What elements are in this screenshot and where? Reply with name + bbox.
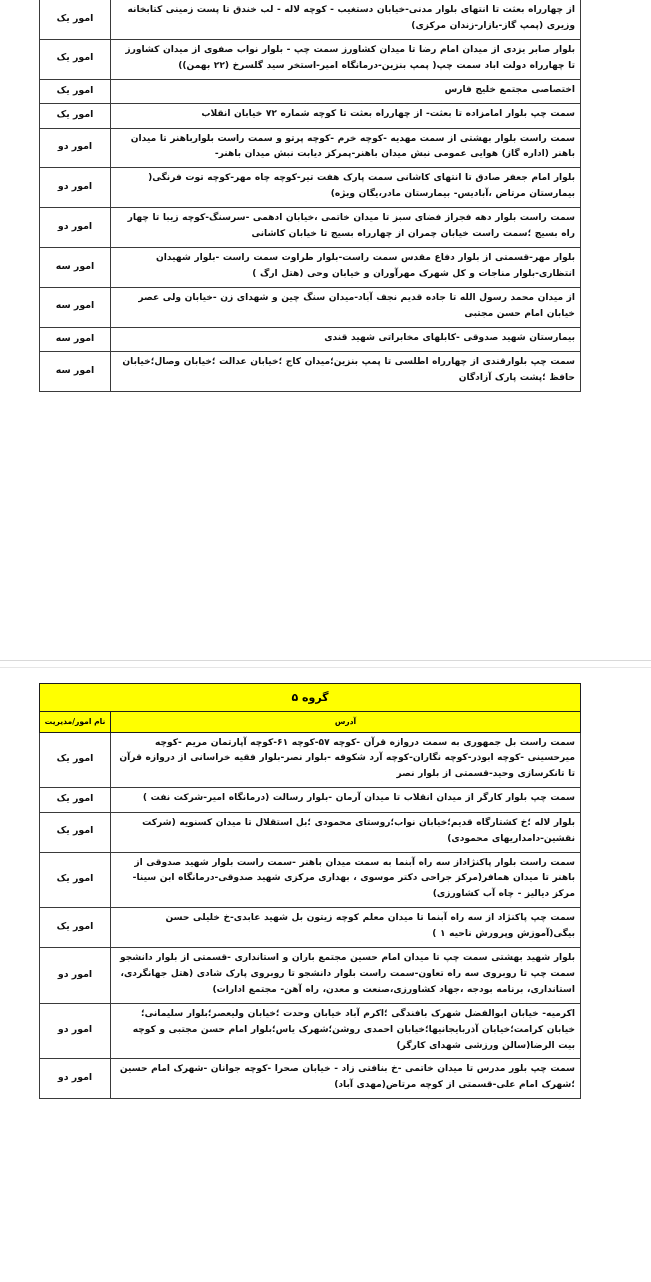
page-two-table-body [40, 684, 581, 1099]
table-row [40, 948, 581, 1004]
address-cell: بلوار لاله ؛خ کشتارگاه قدیم؛خیابان نواب؛روستای محمودی ؛بل استقلال تا میدان کسنویه (شرکت نقشین-دامداریهای محمودی) [111, 812, 581, 852]
column-header-unit: نام امور/مدیریت [40, 712, 111, 732]
table-row [40, 247, 581, 287]
address-cell: سمت راست بلوار دهه فجراز فضای سبز تا میدان خاتمی ،خیابان ادهمی -سرسنگ-کوچه زیبا تا چهار راه بسیج ؛سمت راست خیابان چمران از چهارراه بسیج تا خیابان کاشانی [111, 208, 581, 248]
page-separator [0, 660, 651, 668]
table-row [40, 1003, 581, 1059]
document-page-two [0, 668, 651, 1282]
table-row [40, 732, 581, 788]
unit-cell: امور یک [40, 788, 111, 812]
table-row [40, 327, 581, 351]
unit-cell: امور دو [40, 948, 111, 1004]
address-cell: از میدان محمد رسول الله تا جاده قدیم نجف آباد-میدان سنگ چین و شهدای زن -خیابان ولی عصر خیابان امام حسن مجتبی [111, 287, 581, 327]
table-row [40, 852, 581, 908]
table-row [40, 208, 581, 248]
table-row [40, 788, 581, 812]
address-cell: بلوار صابر یزدی از میدان امام رضا تا میدان کشاورز سمت چپ - بلوار نواب صفوی از میدان کشاورز تا چهارراه دولت اباد سمت چپ( پمپ بنزین-درمانگاه امیر-استخر سید گلسرخ (۲۲ بهمن)) [111, 39, 581, 79]
unit-cell: امور دو [40, 1003, 111, 1059]
table-row [40, 287, 581, 327]
address-cell: سمت راست بلوار بهشتی از سمت مهدیه -کوچه خرم -کوچه پرتو و سمت راست بلوارباهنر تا میدان باهنر (اداره گاز) هوایی عمومی نبش میدان باهنر-پمرکز دیابت نبش میدان باهنر- [111, 128, 581, 168]
address-cell: سمت راست بلوار پاکنژاداز سه راه آبنما به سمت میدان باهنر -سمت راست بلوار شهید صدوقی از باهنر تا میدان همافر(مرکز جراحی دکتر موسوی ، بهداری مرکزی شهید صدوقی-درمانگاه ابن سینا-مرکز دیالیز - چاه آب کشاورزی) [111, 852, 581, 908]
unit-cell: امور یک [40, 812, 111, 852]
unit-cell: امور دو [40, 128, 111, 168]
column-header-address: آدرس [111, 712, 581, 732]
unit-cell: امور یک [40, 104, 111, 128]
unit-cell: امور سه [40, 327, 111, 351]
address-cell: سمت چپ بلوار امامزاده تا بعثت- از چهارراه بعثت تا کوچه شماره ۷۲ خیابان انقلاب [111, 104, 581, 128]
address-cell: از چهارراه بعثت تا انتهای بلوار مدنی-خیابان دستغیب - کوچه لاله - لب خندق تا پست زمینی کتابخانه وزیری (پمپ گاز-بازار-زندان مرکزی) [111, 0, 581, 39]
table-row [40, 0, 581, 39]
table-row [40, 1059, 581, 1099]
address-table-page-one [39, 0, 581, 392]
table-row [40, 908, 581, 948]
table-row [40, 168, 581, 208]
group-title: گروه ۵ [40, 684, 581, 712]
unit-cell: امور سه [40, 287, 111, 327]
page-one-table-wrapper [40, 0, 581, 392]
group-title-row [40, 684, 581, 712]
unit-cell: امور سه [40, 352, 111, 392]
table-row [40, 128, 581, 168]
page-two-table-wrapper [40, 683, 581, 1099]
address-cell: اختصاصی مجتمع خلیج فارس [111, 79, 581, 103]
table-row [40, 104, 581, 128]
table-row [40, 39, 581, 79]
unit-cell: امور یک [40, 732, 111, 788]
address-cell: اکرمیه- خیابان ابوالفضل شهرک بافندگی ؛اکرم آباد خیابان وحدت ؛خیابان ولیعصر؛بلوار سلیمانی؛ خیابان کرامت؛خیابان آذربایجانیها؛خیابان احمدی روشن؛شهرک یاس؛بلوار امام حسن مجتبی و کوچه بیت الرضا(سالن ورزشی شهدای کارگر) [111, 1003, 581, 1059]
address-cell: بلوار شهید بهشتی سمت چپ تا میدان امام حسین مجتمع باران و استانداری -قسمتی از بلوار دانشجو سمت چپ تا روبروی سه راه تعاون-سمت راست بلوار دانشجو تا روبروی پارک شادی (هتل جهانگردی، استانداری، برنامه بودجه ،جهاد کشاورزی،صنعت و معدن، راه آهن- مجتمع ادارات) [111, 948, 581, 1004]
unit-cell: امور یک [40, 79, 111, 103]
unit-cell: امور یک [40, 0, 111, 39]
address-cell: بلوار امام جعفر صادق تا انتهای کاشانی سمت پارک هفت تیر-کوچه چاه مهر-کوچه توت فرنگی( بیمارستان مرتاض ،آبادیس- بیمارستان مادر،یگان ویژه) [111, 168, 581, 208]
unit-cell: امور سه [40, 247, 111, 287]
unit-cell: امور دو [40, 1059, 111, 1099]
address-table-page-two [39, 683, 581, 1099]
address-cell: بیمارستان شهید صدوقی -کابلهای مخابراتی شهید قندی [111, 327, 581, 351]
address-cell: بلوار مهر-قسمتی از بلوار دفاع مقدس سمت راست-بلوار طراوت سمت راست -بلوار شهیدان انتظاری-بلوار مناجات و کل شهرک مهرآوران و خیابان وحی (هتل ارگ ) [111, 247, 581, 287]
address-cell: سمت چپ بلوار کارگر از میدان انقلاب تا میدان آرمان -بلوار رسالت (درمانگاه امیر-شرکت نفت ) [111, 788, 581, 812]
column-header-row [40, 712, 581, 732]
page-one-table-body [40, 0, 581, 391]
table-row [40, 79, 581, 103]
unit-cell: امور دو [40, 168, 111, 208]
table-row [40, 352, 581, 392]
address-cell: سمت چپ پاکنژاد از سه راه آبنما تا میدان معلم کوچه زیتون بل شهید عابدی-خ خلیلی حسن بیگی(آموزش وپرورش ناحیه ۱ ) [111, 908, 581, 948]
address-cell: سمت چپ بلور مدرس تا میدان خاتمی -خ بنافتی زاد - خیابان صحرا -کوچه جوانان -شهرک امام حسین ؛شهرک امام علی-قسمتی از کوچه مرتاض(مهدی آباد) [111, 1059, 581, 1099]
table-row [40, 812, 581, 852]
address-cell: سمت راست بل جمهوری به سمت دروازه قرآن -کوچه ۵۷-کوچه ۶۱-کوچه آپارتمان مریم -کوچه میرحسینی -کوچه ابوذر-کوچه نگاران-کوچه آرد شکوفه -بلوار نصر-بلوار فقیه خراسانی از دروازه قرآن تا تانکرسازی وحید-قسمتی از بلوار نصر [111, 732, 581, 788]
unit-cell: امور دو [40, 208, 111, 248]
unit-cell: امور یک [40, 852, 111, 908]
unit-cell: امور یک [40, 908, 111, 948]
address-cell: سمت چپ بلوارقندی از چهارراه اطلسی تا پمپ بنزین؛میدان کاج ؛خیابان عدالت ؛خیابان وصال؛خیابان حافظ ؛پشت پارک آزادگان [111, 352, 581, 392]
unit-cell: امور یک [40, 39, 111, 79]
